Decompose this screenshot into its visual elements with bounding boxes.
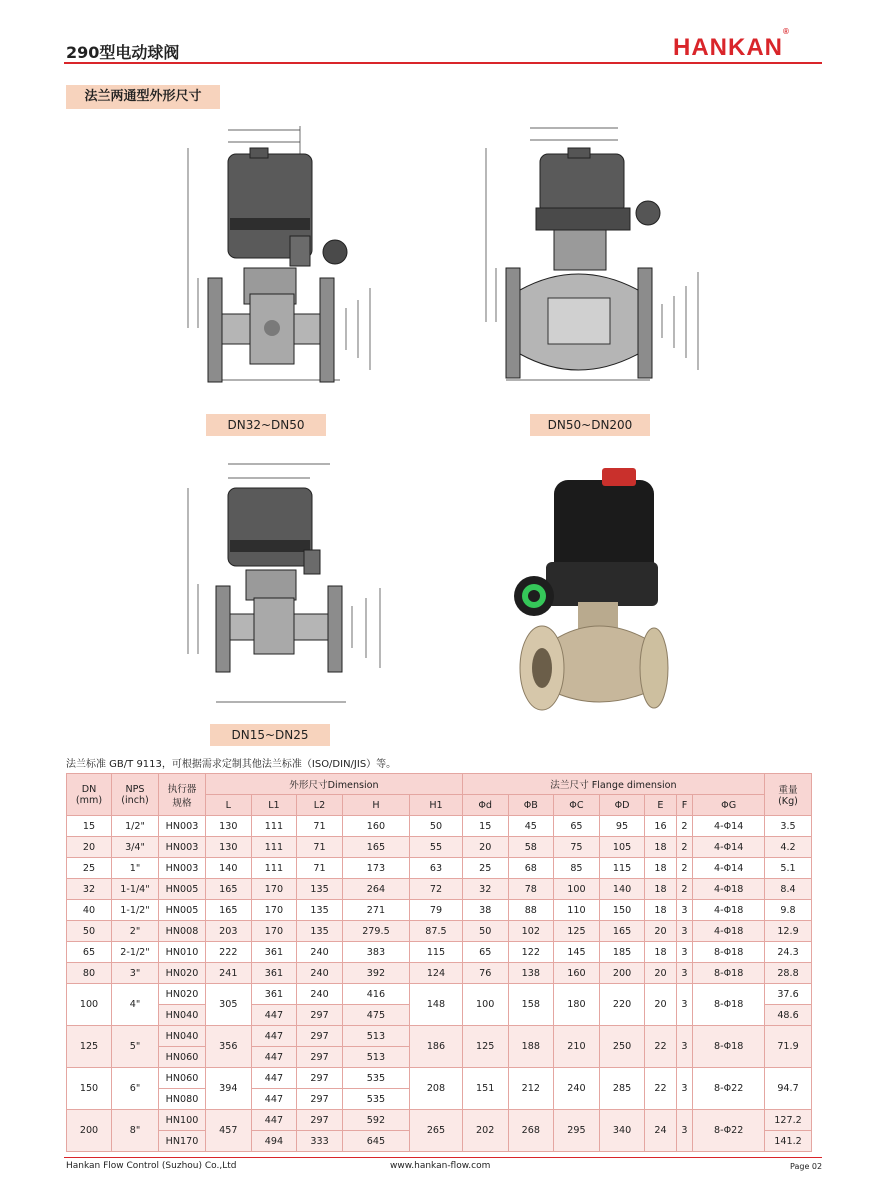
footer-rule [64, 1157, 822, 1158]
cell: 2 [676, 816, 693, 837]
cell: 2 [676, 837, 693, 858]
cell: 340 [599, 1110, 645, 1152]
cell: 25 [67, 858, 112, 879]
cell: HN003 [159, 858, 206, 879]
cell: 111 [251, 837, 297, 858]
cell: 447 [251, 1005, 297, 1026]
cell: 18 [645, 837, 676, 858]
cell: 135 [297, 921, 343, 942]
cell: 63 [410, 858, 463, 879]
cell: 240 [297, 942, 343, 963]
cell: HN020 [159, 984, 206, 1005]
header-actuator-line2: 规格 [172, 797, 192, 809]
table-row [67, 816, 812, 837]
cell: 447 [251, 1089, 297, 1110]
cell: 297 [297, 1068, 343, 1089]
header-nps-label: NPS [125, 783, 145, 795]
cell: 18 [645, 879, 676, 900]
cell: 333 [297, 1131, 343, 1152]
cell: 100 [67, 984, 112, 1026]
product-photo [498, 462, 678, 724]
cell: 4-Φ18 [693, 879, 765, 900]
table-row [67, 858, 812, 879]
header-dn [67, 774, 112, 816]
cell: HN170 [159, 1131, 206, 1152]
drawing-dn32-dn50 [170, 118, 390, 400]
header-weight-unit: (Kg) [778, 796, 798, 807]
col-h: H [342, 795, 409, 816]
cell: 85 [554, 858, 600, 879]
page-title: 290型电动球阀 [66, 43, 180, 62]
cell: 32 [67, 879, 112, 900]
cell: HN010 [159, 942, 206, 963]
col-dd: ΦD [599, 795, 645, 816]
cell: HN005 [159, 900, 206, 921]
cell: 4.2 [765, 837, 812, 858]
cell: 130 [206, 816, 252, 837]
cell: 447 [251, 1110, 297, 1131]
cell: 22 [645, 1026, 676, 1068]
cell: 392 [342, 963, 409, 984]
header-dn-label: DN [81, 783, 97, 795]
cell: 170 [251, 921, 297, 942]
drawing-dn15-dn25 [180, 458, 390, 718]
cell: 6" [112, 1068, 159, 1110]
cell: 535 [342, 1068, 409, 1089]
cell: 305 [206, 984, 252, 1026]
header-actuator [159, 774, 206, 816]
table-row [67, 963, 812, 984]
col-b: ΦB [508, 795, 554, 816]
cell: 165 [599, 921, 645, 942]
cell: 50 [67, 921, 112, 942]
cell: 105 [599, 837, 645, 858]
cell: 2-1/2" [112, 942, 159, 963]
col-d: Φd [462, 795, 508, 816]
cell: 2 [676, 879, 693, 900]
cell: 140 [206, 858, 252, 879]
table-row [67, 1110, 812, 1131]
cell: 22 [645, 1068, 676, 1110]
cell: 24 [645, 1110, 676, 1152]
cell: 8-Φ22 [693, 1068, 765, 1110]
cell: 250 [599, 1026, 645, 1068]
cell: 125 [67, 1026, 112, 1068]
col-e: E [645, 795, 676, 816]
cell: 361 [251, 963, 297, 984]
cell: 25 [462, 858, 508, 879]
cell: 3 [676, 984, 693, 1026]
cell: 200 [599, 963, 645, 984]
cell: 3 [676, 1110, 693, 1152]
cell: 4-Φ18 [693, 921, 765, 942]
table-row [67, 921, 812, 942]
cell: HN060 [159, 1068, 206, 1089]
cell: HN020 [159, 963, 206, 984]
table-row [67, 942, 812, 963]
cell: 2" [112, 921, 159, 942]
cell: HN003 [159, 816, 206, 837]
cell: 32 [462, 879, 508, 900]
cell: 210 [554, 1026, 600, 1068]
section-label: 法兰两通型外形尺寸 [66, 85, 220, 109]
cell: 151 [462, 1068, 508, 1110]
cell: 71 [297, 858, 343, 879]
brand-logo [673, 27, 790, 62]
footer-website: www.hankan-flow.com [390, 1161, 491, 1171]
drawing-dn50-dn200 [478, 118, 708, 400]
cell: 18 [645, 900, 676, 921]
cell: 8-Φ18 [693, 963, 765, 984]
cell: 158 [508, 984, 554, 1026]
cell: 111 [251, 858, 297, 879]
cell: 71 [297, 816, 343, 837]
header-weight [765, 774, 812, 816]
cell: 356 [206, 1026, 252, 1068]
header-nps-unit: (inch) [121, 794, 149, 806]
cell: 297 [297, 1047, 343, 1068]
cell: 447 [251, 1068, 297, 1089]
cell: 24.3 [765, 942, 812, 963]
cell: 3" [112, 963, 159, 984]
header-dn-unit: (mm) [75, 794, 103, 806]
cell: 148 [410, 984, 463, 1026]
table-row [67, 1026, 812, 1047]
cell: 297 [297, 1026, 343, 1047]
cell: 208 [410, 1068, 463, 1110]
cell: 170 [251, 900, 297, 921]
cell: 160 [554, 963, 600, 984]
cell: 15 [462, 816, 508, 837]
cell: 475 [342, 1005, 409, 1026]
col-f: F [676, 795, 693, 816]
cell: 1/2" [112, 816, 159, 837]
cell: 279.5 [342, 921, 409, 942]
cell: 124 [410, 963, 463, 984]
cell: 71 [297, 837, 343, 858]
header-nps [112, 774, 159, 816]
cell: 140 [599, 879, 645, 900]
cell: 8-Φ18 [693, 942, 765, 963]
cell: 65 [67, 942, 112, 963]
cell: 71.9 [765, 1026, 812, 1068]
col-h1: H1 [410, 795, 463, 816]
registered-mark: ® [783, 27, 790, 36]
cell: 150 [67, 1068, 112, 1110]
cell: 79 [410, 900, 463, 921]
cell: 186 [410, 1026, 463, 1068]
cell: 135 [297, 900, 343, 921]
cell: 72 [410, 879, 463, 900]
cell: 20 [645, 984, 676, 1026]
cell: 15 [67, 816, 112, 837]
cell: 447 [251, 1047, 297, 1068]
cell: 645 [342, 1131, 409, 1152]
cell: 110 [554, 900, 600, 921]
cell: 513 [342, 1047, 409, 1068]
cell: 361 [251, 984, 297, 1005]
cell: 173 [342, 858, 409, 879]
cell: 265 [410, 1110, 463, 1152]
cell: 138 [508, 963, 554, 984]
cell: 78 [508, 879, 554, 900]
cell: 2 [676, 858, 693, 879]
cell: 8-Φ18 [693, 1026, 765, 1068]
cell: 165 [342, 837, 409, 858]
cell: 361 [251, 942, 297, 963]
cell: 8-Φ22 [693, 1110, 765, 1152]
cell: 48.6 [765, 1005, 812, 1026]
footer-page: Page 02 [790, 1162, 823, 1171]
cell: 135 [297, 879, 343, 900]
cell: 3 [676, 900, 693, 921]
cell: 115 [410, 942, 463, 963]
cell: 76 [462, 963, 508, 984]
cell: 185 [599, 942, 645, 963]
cell: 125 [554, 921, 600, 942]
cell: 513 [342, 1026, 409, 1047]
cell: 125 [462, 1026, 508, 1068]
caption-dn32-dn50: DN32~DN50 [206, 414, 326, 436]
cell: 271 [342, 900, 409, 921]
cell: 145 [554, 942, 600, 963]
cell: 28.8 [765, 963, 812, 984]
cell: 20 [462, 837, 508, 858]
cell: 122 [508, 942, 554, 963]
cell: 94.7 [765, 1068, 812, 1110]
footer-company: Hankan Flow Control (Suzhou) Co.,Ltd [66, 1161, 237, 1171]
cell: HN008 [159, 921, 206, 942]
cell: 3 [676, 963, 693, 984]
cell: 65 [462, 942, 508, 963]
table-row [67, 879, 812, 900]
cell: 180 [554, 984, 600, 1026]
cell: 102 [508, 921, 554, 942]
cell: 87.5 [410, 921, 463, 942]
header-weight-label: 重量 [778, 785, 798, 796]
table-row [67, 900, 812, 921]
cell: 592 [342, 1110, 409, 1131]
cell: 285 [599, 1068, 645, 1110]
cell: 115 [599, 858, 645, 879]
cell: HN003 [159, 837, 206, 858]
cell: 160 [342, 816, 409, 837]
cell: 40 [67, 900, 112, 921]
col-l1: L1 [251, 795, 297, 816]
cell: 68 [508, 858, 554, 879]
col-l: L [206, 795, 252, 816]
cell: 1-1/4" [112, 879, 159, 900]
cell: 4-Φ14 [693, 858, 765, 879]
cell: 212 [508, 1068, 554, 1110]
cell: 200 [67, 1110, 112, 1152]
cell: 5.1 [765, 858, 812, 879]
cell: 75 [554, 837, 600, 858]
cell: 4" [112, 984, 159, 1026]
cell: 241 [206, 963, 252, 984]
cell: 80 [67, 963, 112, 984]
brand-name: HANKAN [673, 34, 783, 61]
cell: 264 [342, 879, 409, 900]
header-rule [64, 62, 822, 64]
cell: 55 [410, 837, 463, 858]
cell: HN080 [159, 1089, 206, 1110]
cell: 50 [410, 816, 463, 837]
table-row [67, 837, 812, 858]
cell: 3.5 [765, 816, 812, 837]
cell: 8.4 [765, 879, 812, 900]
header-flange: 法兰尺寸 Flange dimension [462, 774, 764, 795]
cell: 165 [206, 879, 252, 900]
cell: 240 [297, 963, 343, 984]
cell: 5" [112, 1026, 159, 1068]
cell: 37.6 [765, 984, 812, 1005]
flange-standard-note: 法兰标准 GB/T 9113，可根据需求定制其他法兰标准（ISO/DIN/JIS）等。 [66, 759, 397, 770]
cell: 141.2 [765, 1131, 812, 1152]
cell: 111 [251, 816, 297, 837]
cell: 4-Φ18 [693, 900, 765, 921]
cell: 20 [645, 963, 676, 984]
table-row [67, 1068, 812, 1089]
caption-dn50-dn200: DN50~DN200 [530, 414, 650, 436]
cell: 240 [297, 984, 343, 1005]
cell: 494 [251, 1131, 297, 1152]
cell: 9.8 [765, 900, 812, 921]
cell: 447 [251, 1026, 297, 1047]
col-g: ΦG [693, 795, 765, 816]
cell: 297 [297, 1089, 343, 1110]
cell: 3 [676, 921, 693, 942]
cell: HN100 [159, 1110, 206, 1131]
cell: 45 [508, 816, 554, 837]
cell: 150 [599, 900, 645, 921]
col-c: ΦC [554, 795, 600, 816]
cell: 394 [206, 1068, 252, 1110]
cell: 12.9 [765, 921, 812, 942]
caption-dn15-dn25: DN15~DN25 [210, 724, 330, 746]
cell: 4-Φ14 [693, 816, 765, 837]
cell: 188 [508, 1026, 554, 1068]
cell: 457 [206, 1110, 252, 1152]
col-l2: L2 [297, 795, 343, 816]
cell: 100 [554, 879, 600, 900]
cell: 8-Φ18 [693, 984, 765, 1026]
cell: 1-1/2" [112, 900, 159, 921]
cell: 20 [645, 921, 676, 942]
cell: 127.2 [765, 1110, 812, 1131]
cell: 4-Φ14 [693, 837, 765, 858]
cell: 100 [462, 984, 508, 1026]
cell: 58 [508, 837, 554, 858]
header-dimension: 外形尺寸Dimension [206, 774, 463, 795]
cell: 18 [645, 858, 676, 879]
cell: 535 [342, 1089, 409, 1110]
cell: 222 [206, 942, 252, 963]
cell: HN005 [159, 879, 206, 900]
cell: HN060 [159, 1047, 206, 1068]
cell: 16 [645, 816, 676, 837]
cell: 240 [554, 1068, 600, 1110]
cell: 38 [462, 900, 508, 921]
cell: 1" [112, 858, 159, 879]
cell: 295 [554, 1110, 600, 1152]
cell: 88 [508, 900, 554, 921]
cell: 130 [206, 837, 252, 858]
cell: 268 [508, 1110, 554, 1152]
header-actuator-line1: 执行器 [167, 783, 197, 795]
cell: 8" [112, 1110, 159, 1152]
cell: 3 [676, 1068, 693, 1110]
cell: 416 [342, 984, 409, 1005]
cell: 203 [206, 921, 252, 942]
cell: 3/4" [112, 837, 159, 858]
spec-table [66, 773, 812, 1152]
cell: 3 [676, 1026, 693, 1068]
cell: 297 [297, 1005, 343, 1026]
cell: 202 [462, 1110, 508, 1152]
cell: 65 [554, 816, 600, 837]
cell: 18 [645, 942, 676, 963]
cell: 170 [251, 879, 297, 900]
cell: 50 [462, 921, 508, 942]
cell: HN040 [159, 1026, 206, 1047]
cell: 220 [599, 984, 645, 1026]
cell: 3 [676, 942, 693, 963]
cell: 383 [342, 942, 409, 963]
cell: 20 [67, 837, 112, 858]
cell: HN040 [159, 1005, 206, 1026]
cell: 95 [599, 816, 645, 837]
cell: 297 [297, 1110, 343, 1131]
table-row [67, 984, 812, 1005]
cell: 165 [206, 900, 252, 921]
